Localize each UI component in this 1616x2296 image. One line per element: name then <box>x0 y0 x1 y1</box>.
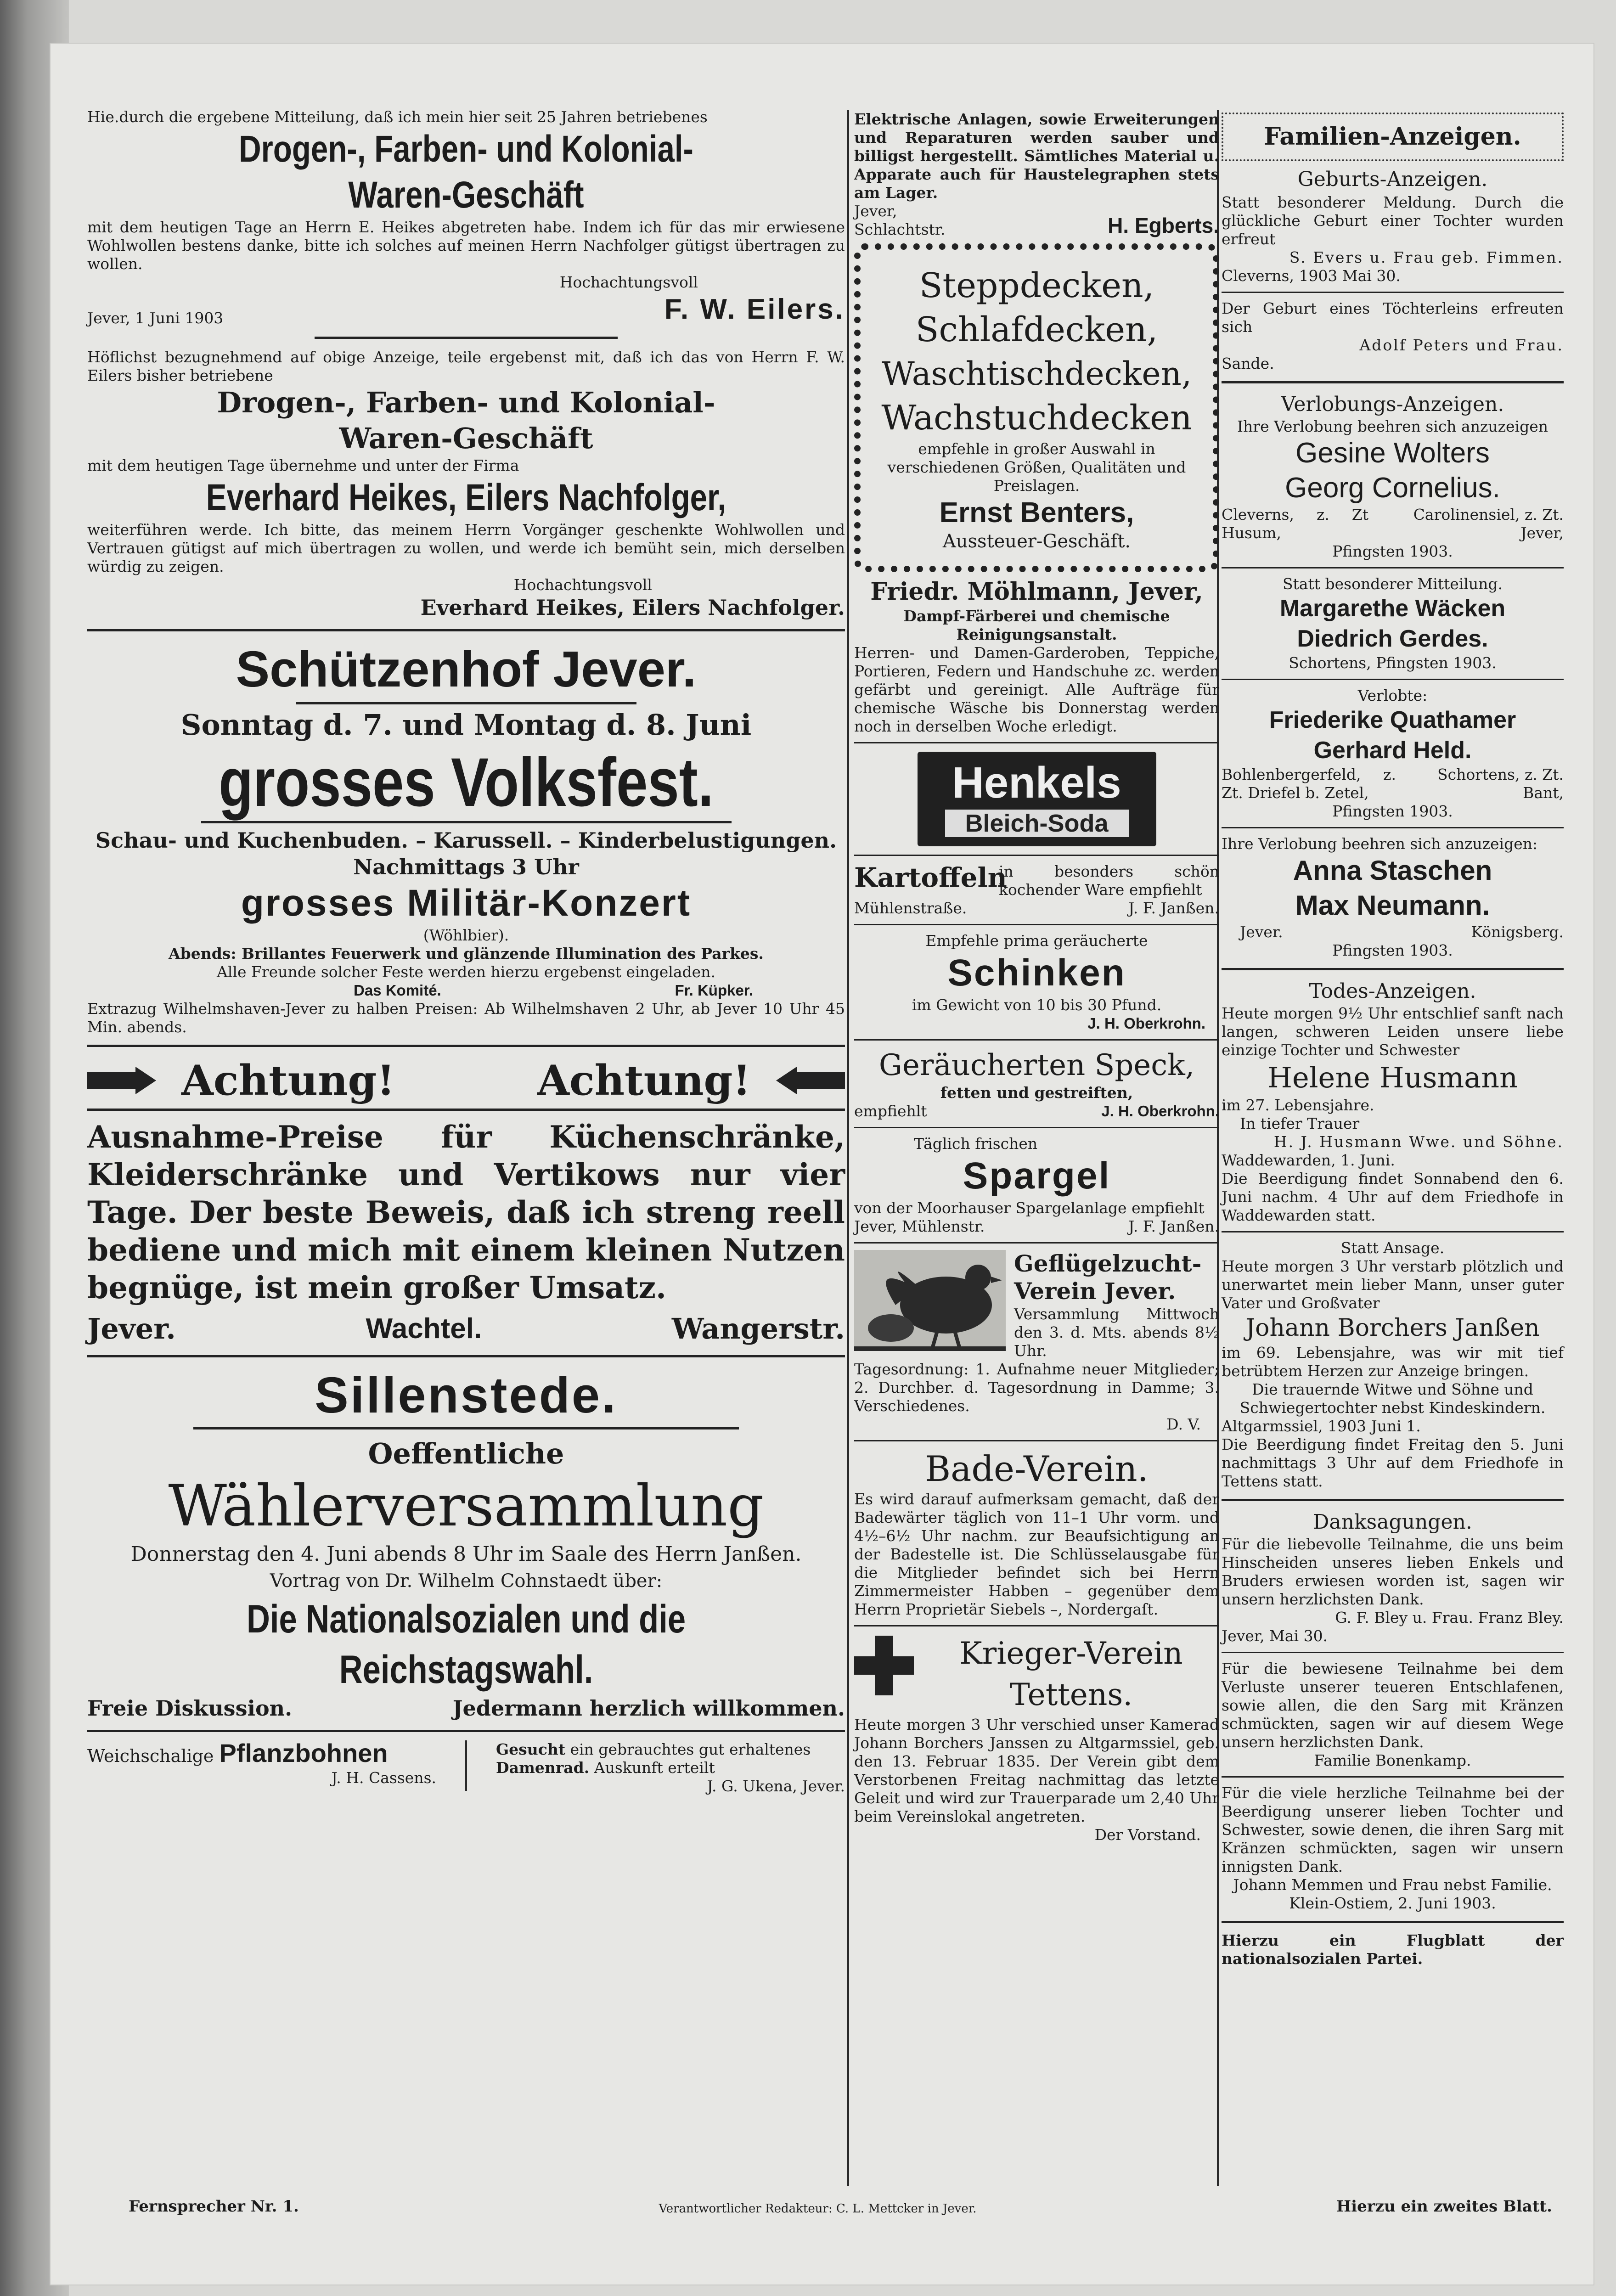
schuetzenhof-extrazug: Extrazug Wilhelmshaven-Jever zu halben Preisen: Ab Wilhelmshaven 2 Uhr, ab Jever 10 Uhr 45 Min. abends. <box>87 1000 845 1036</box>
tod2-family: Die trauernde Witwe und Söhne und Schwiegertochter nebst Kindeskindern. <box>1239 1380 1546 1417</box>
eilers-intro: Hie.durch die ergebene Mitteilung, daß ich mein hier seit 25 Jahren betriebenes <box>87 108 708 126</box>
heikes-body-1: Höflichst bezugnehmend auf obige Anzeige, teile ergebenst mit, daß ich das von Herrn F. W. Eilers bisher betriebene <box>87 348 845 384</box>
eilers-date: Jever, 1 Juni 1903 <box>87 309 224 327</box>
damenrad-pre: Gesucht <box>496 1740 566 1758</box>
heikes-greet: Hochachtungsvoll <box>513 576 652 594</box>
krieger-text: Heute morgen 3 Uhr verschied unser Kamerad Johann Borchers Janssen zu Altgarmssiel, geb. den 13. Februar 1835. Der Verein gibt dem Verstorbenen Freitag nachmittag das letzte Geleit und wird zur Trauerparade um 2,40 Uhr beim Vereinslokal angetreten. <box>854 1716 1219 1825</box>
tod1-text: Heute morgen 9½ Uhr entschlief sanft nach langen, schweren Leiden unsere liebe einzige Tochter und Schwester <box>1222 1004 1564 1059</box>
verl3-place-2: Schortens, z. Zt. Bant, <box>1437 765 1564 802</box>
schuetzenhof-volksfest: grosses Volksfest. <box>219 743 714 821</box>
benters-item-2: Schlafdecken, <box>915 310 1158 349</box>
kartoffeln-name: J. F. Janßen. <box>1128 899 1219 917</box>
dank3-date: Klein-Ostiem, 2. Juni 1903. <box>1289 1894 1496 1912</box>
geburt2-place: Sande. <box>1222 355 1274 372</box>
schinken-pre: Empfehle prima geräucherte <box>925 932 1148 950</box>
henkels-sub: Bleich-Soda <box>945 810 1129 837</box>
spargel-text: von der Moorhauser Spargelanlage empfiehlt <box>854 1199 1205 1217</box>
pointing-hand-icon <box>87 1067 156 1094</box>
divider <box>1222 1652 1564 1653</box>
divider <box>87 1045 845 1047</box>
familien-header <box>1222 113 1564 161</box>
ad-badeverein <box>854 1448 1219 1619</box>
eilers-greet: Hochachtungsvoll <box>559 273 698 291</box>
bohnen-seller: J. H. Cassens. <box>331 1769 436 1787</box>
kartoffeln-street: Mühlenstraße. <box>854 899 967 917</box>
column-middle <box>854 110 1219 1844</box>
geburts-text: Statt besonderer Meldung. Durch die glückliche Geburt einer Tochter wurden erfreut <box>1222 193 1564 248</box>
schinken-weight: im Gewicht von 10 bis 30 Pfund. <box>912 996 1162 1014</box>
damenrad-name: Damenrad. <box>496 1759 590 1777</box>
geburt2-text: Der Geburt eines Töchterleins erfreuten sich <box>1222 299 1564 336</box>
schuetzenhof-title: Schützenhof Jever. <box>236 641 697 698</box>
damenrad-by: J. G. Ukena, Jever. <box>707 1777 845 1795</box>
divider <box>1222 1499 1564 1501</box>
heikes-body-2: mit dem heutigen Tage übernehme und unter der Firma <box>87 456 519 474</box>
bade-text: Es wird darauf aufmerksam gemacht, daß der Badewärter täglich von 11–1 Uhr vorm. und 4½–6½ Uhr nachm. zur Beaufsichtigung an der Badestelle ist. Die Schlüsselausgabe für die Mitglieder befindet sich bei Herrn Zimmermeister Habben – gegenüber dem Herrn Proprietär Siebels –, Nordergaſt. <box>854 1490 1219 1618</box>
gefluegel-title: Geflügelzucht-Verein Jever. <box>1014 1250 1202 1305</box>
flugblatt-note: Hierzu ein Flugblatt der nationalsozialen Partei. <box>1222 1931 1564 1968</box>
ad-pflanzbohnen <box>87 1740 436 1787</box>
dank3-text: Für die viele herzliche Teilnahme bei der Beerdigung unserer lieben Tochter und Schwester, sowie denen, die ihren Sarg mit Kränzen schmückten, sagen wir unsern innigsten Dank. <box>1222 1784 1564 1875</box>
verl3-name-1: Friederike Quathamer <box>1269 707 1516 733</box>
ad-moehlmann <box>854 577 1219 736</box>
divider <box>854 1440 1219 1441</box>
spargel-place: Jever, Mühlenstr. <box>854 1217 985 1235</box>
divider <box>854 1242 1219 1244</box>
tod1-age: im 27. Lebensjahre. <box>1222 1096 1374 1114</box>
column-divider <box>847 110 849 2186</box>
geburt2-names: Adolf Peters und Frau. <box>1359 336 1564 354</box>
heikes-firm: Everhard Heikes, Eilers Nachfolger, <box>206 477 726 518</box>
ad-waehlerversammlung <box>87 1366 845 1722</box>
divider <box>1222 968 1564 970</box>
ad-speck <box>854 1047 1219 1120</box>
ad-spargel <box>854 1135 1219 1236</box>
schinken-title: Schinken <box>947 952 1126 994</box>
redakteur: Verantwortlicher Redakteur: C. L. Mettcker in Jever. <box>659 2202 977 2216</box>
tod1-family: H. J. Husmann Wwe. und Söhne. <box>1273 1133 1564 1151</box>
speck-title: Geräucherten Speck, <box>878 1048 1195 1082</box>
oeffentliche: Oeffentliche <box>368 1437 564 1470</box>
schuetzenhof-dates: Sonntag d. 7. und Montag d. 8. Juni <box>180 708 752 742</box>
heikes-signature: Everhard Heikes, Eilers Nachfolger. <box>420 595 845 620</box>
dank3-family: Johann Memmen und Frau nebst Familie. <box>1233 1876 1552 1894</box>
benters-text: empfehle in großer Auswahl in verschiedenen Größen, Qualitäten und Preislagen. <box>887 440 1186 495</box>
benters-sub: Aussteuer-Geschäft. <box>942 531 1131 552</box>
damenrad-text: ein gebrauchtes gut erhaltenes <box>570 1740 811 1758</box>
tod2-name: Johann Borchers Janßen <box>1245 1314 1540 1342</box>
divider <box>465 1740 467 1791</box>
divider <box>854 924 1219 925</box>
egberts-place: Jever, Schlachtstr. <box>854 202 946 238</box>
ad-eilers <box>87 108 845 327</box>
todes-title: Todes-Anzeigen. <box>1309 979 1476 1003</box>
small-ads-row <box>87 1740 845 1795</box>
eilers-body: mit dem heutigen Tage an Herrn E. Heikes abgetreten habe. Indem ich für das mir erwiesene Wohlwollen bestens danke, bitte ich solches auf meinen Herrn Nachfolger gütigst übertragen zu wollen. <box>87 218 845 273</box>
ad-benters <box>854 243 1219 572</box>
zweites-blatt: Hierzu ein zweites Blatt. <box>1336 2197 1552 2216</box>
tod1-trauer: In tiefer Trauer <box>1240 1114 1360 1132</box>
verl1-name-2: Georg Cornelius. <box>1285 472 1500 504</box>
verl2-text: Statt besonderer Mitteilung. <box>1282 575 1503 593</box>
poultry-illustration-icon <box>854 1250 1006 1351</box>
krieger-title: Krieger-Verein Tettens. <box>959 1636 1183 1712</box>
waehler-topic: Die Nationalsozialen und die Reichstagswahl. <box>246 1597 686 1692</box>
schinken-name: J. H. Oberkrohn. <box>1087 1015 1205 1032</box>
divider <box>87 1730 845 1732</box>
divider <box>315 337 618 339</box>
verl4-name-1: Anna Staschen <box>1293 855 1492 886</box>
familien-title: Familien-Anzeigen. <box>1264 123 1521 151</box>
divider <box>854 1127 1219 1128</box>
kartoffeln-text: in besonders schön kochender Ware empfiehlt <box>999 862 1219 899</box>
divider <box>87 1109 845 1111</box>
eilers-title-1: Drogen-, Farben- und Kolonial- <box>239 128 693 170</box>
ad-kriegerverein <box>854 1633 1219 1844</box>
fernsprecher: Fernsprecher Nr. 1. <box>129 2197 299 2216</box>
spargel-title: Spargel <box>963 1155 1111 1197</box>
dank1-text: Für die liebevolle Teilnahme, die uns beim Hinscheiden unseres lieben Enkels und Bruders erwiesen worden ist, sagen wir unsern herzlichsten Dank. <box>1222 1535 1564 1608</box>
divider <box>854 855 1219 856</box>
divider <box>201 821 732 823</box>
schuetzenhof-kuepker: Fr. Küpker. <box>675 982 753 999</box>
waehler-willkommen: Jedermann herzlich willkommen. <box>452 1696 845 1721</box>
moehlmann-body: Herren- und Damen-Garderoben, Teppiche, Portieren, Federn und Handschuhe zc. werden gefärbt und gereinigt. Alle Aufträge für chemische Wäsche bis Donnerstag werden noch in derselben Woche erledigt. <box>854 644 1219 735</box>
verl2-name-1: Margarethe Wäcken <box>1279 595 1506 622</box>
iron-cross-icon <box>854 1636 914 1695</box>
pointing-hand-icon <box>776 1067 845 1094</box>
eilers-signature: F. W. Eilers. <box>664 293 845 325</box>
verl2-name-2: Diedrich Gerdes. <box>1297 625 1488 652</box>
damenrad-info: Auskunft erteilt <box>594 1759 715 1777</box>
tod2-burial: Die Beerdigung findet Freitag den 5. Juni nachmittags 3 Uhr auf dem Friedhofe in Tettens statt. <box>1222 1435 1564 1490</box>
heikes-title-2: Waren-Geschäft <box>339 422 593 455</box>
verl3-place-1: Bohlenbergerfeld, z. Zt. Driefel b. Zetel, <box>1222 765 1396 802</box>
wachtel-name: Wachtel. <box>366 1313 482 1345</box>
tod1-date: Waddewarden, 1. Juni. <box>1222 1151 1395 1169</box>
verl1-name-1: Gesine Wolters <box>1295 437 1490 469</box>
divider <box>1222 679 1564 680</box>
verl4-name-2: Max Neumann. <box>1295 890 1490 921</box>
eilers-title-2: Waren-Geschäft <box>348 174 584 216</box>
dank1-date: Jever, Mai 30. <box>1222 1627 1328 1645</box>
heikes-body-3: weiterführen werde. Ich bitte, das meinem Herrn Vorgänger geschenkte Wohlwollen und Vertrauen gütigst auf mich übertragen zu wollen, und werde ich bemüht sein, mich derselben würdig zu zeigen. <box>87 521 845 575</box>
divider <box>296 702 637 704</box>
dank2-family: Familie Bonenkamp. <box>1314 1751 1471 1769</box>
geburts-date: Cleverns, 1903 Mai 30. <box>1222 267 1401 285</box>
geburts-names: S. Evers u. Frau geb. Fimmen. <box>1289 248 1564 266</box>
tod2-text: Heute morgen 3 Uhr verstarb plötzlich und unerwartet mein lieber Mann, unser guter Vater und Großvater <box>1222 1257 1564 1312</box>
ad-wachtel <box>87 1055 845 1347</box>
tod2-age: im 69. Lebensjahre, was wir mit tief betrübtem Herzen zur Anzeige bringen. <box>1222 1344 1564 1380</box>
schuetzenhof-woehlbier: (Wöhlbier). <box>423 926 509 944</box>
schuetzenhof-abends: Abends: Brillantes Feuerwerk und glänzende Illumination des Parkes. <box>169 945 764 962</box>
ad-kartoffeln <box>854 862 1219 917</box>
schuetzenhof-nachmittags: Nachmittags 3 Uhr <box>353 855 579 879</box>
wachtel-jever: Jever. <box>87 1312 176 1345</box>
verl3-date: Pfingsten 1903. <box>1332 802 1453 820</box>
verl3-text: Verlobte: <box>1357 687 1428 704</box>
divider <box>1222 1231 1564 1232</box>
schuetzenhof-buden: Schau- und Kuchenbuden. – Karussell. – Kinderbelustigungen. <box>95 828 837 853</box>
ad-gefluegelzucht <box>854 1250 1219 1434</box>
ad-henkels <box>918 752 1156 846</box>
verl4-place-1: Jever. <box>1240 923 1283 941</box>
column-left <box>87 108 845 1795</box>
gefluegel-sign: D. V. <box>1166 1415 1201 1433</box>
benters-item-1: Steppdecken, <box>919 266 1154 305</box>
geburts-title: Geburts-Anzeigen. <box>1297 168 1488 191</box>
schuetzenhof-freunde: Alle Freunde solcher Feste werden hierzu ergebenst eingeladen. <box>217 963 715 981</box>
ad-schuetzenhof <box>87 640 845 1036</box>
ad-egberts <box>854 110 1219 239</box>
divider <box>87 1355 845 1357</box>
dank2-text: Für die bewiesene Teilnahme bei dem Verluste unserer teueren Entschlafenen, sowie allen, die den Sarg mit Kränzen schmückten, sagen wir auf diesem Wege unsern herzlichsten Dank. <box>1222 1660 1564 1751</box>
tod2-date: Altgarmssiel, 1903 Juni 1. <box>1222 1417 1421 1435</box>
moehlmann-title: Friedr. Möhlmann, Jever, <box>870 578 1203 606</box>
divider <box>854 1039 1219 1041</box>
spargel-name: J. F. Janßen. <box>1128 1217 1219 1235</box>
waehler-vortrag: Vortrag von Dr. Wilhelm Cohnstaedt über: <box>270 1570 663 1592</box>
dank1-names: G. F. Bley u. Frau. Franz Bley. <box>1335 1609 1564 1626</box>
gefluegel-text: Versammlung Mittwoch den 3. d. Mts. abends 8½ Uhr. <box>1014 1305 1219 1360</box>
egberts-name: H. Egberts. <box>1108 214 1219 237</box>
divider <box>1222 1776 1564 1778</box>
speck-empfiehlt: empfiehlt <box>854 1102 927 1120</box>
speck-text: fetten und gestreiften, <box>940 1084 1133 1102</box>
bohnen-name: Pflanzbohnen <box>219 1739 388 1767</box>
divider <box>1222 381 1564 383</box>
verl1-place-1: Cleverns, z. Zt Husum, <box>1222 506 1368 542</box>
wachtel-body: Ausnahme-Preise für Küchenschränke, Kleiderschränke und Vertikows nur vier Tage. Der beste Beweis, daß ich streng reell bediene und mich mit einem kleinen Nutzen begnüge, ist mein großer Umsatz. <box>87 1119 845 1306</box>
tod2-statt: Statt Ansage. <box>1340 1239 1445 1257</box>
gefluegel-tagesordnung: Tagesordnung: 1. Aufnahme neuer Mitglieder; 2. Durchber. d. Tagesordnung in Damme; 3. Verschiedenes. <box>854 1360 1219 1415</box>
wachtel-street: Wangerstr. <box>671 1312 845 1345</box>
speck-name: J. H. Oberkrohn. <box>1101 1103 1219 1120</box>
benters-item-4: Wachstuchdecken <box>881 398 1192 438</box>
tod1-burial: Die Beerdigung findet Sonnabend den 6. Juni nachm. 4 Uhr auf dem Friedhofe in Waddewarden statt. <box>1222 1170 1564 1224</box>
column-right <box>1222 113 1564 1968</box>
divider <box>1222 567 1564 568</box>
schuetzenhof-komitee: Das Komité. <box>354 982 441 999</box>
divider <box>193 1427 739 1429</box>
verl1-date: Pfingsten 1903. <box>1332 542 1453 560</box>
verl2-place: Schortens, Pfingsten 1903. <box>1289 654 1497 672</box>
benters-item-3: Waschtischdecken, <box>881 355 1192 393</box>
divider <box>854 742 1219 743</box>
verl4-date: Pfingsten 1903. <box>1332 941 1453 959</box>
henkels-name: Henkels <box>952 758 1121 807</box>
krieger-sign: Der Vorstand. <box>1094 1826 1201 1844</box>
verl3-name-2: Gerhard Held. <box>1313 737 1472 764</box>
spargel-pre: Täglich frischen <box>914 1135 1038 1153</box>
ad-schinken <box>854 932 1219 1033</box>
divider <box>87 629 845 631</box>
benters-name: Ernst Benters, <box>939 497 1134 529</box>
waehler-frei: Freie Diskussion. <box>87 1696 293 1721</box>
waehler-when: Donnerstag den 4. Juni abends 8 Uhr im Saale des Herrn Janßen. <box>130 1542 802 1566</box>
egberts-text: Elektrische Anlagen, sowie Erweiterungen und Reparaturen werden sauber und billigst hergestellt. Sämtliches Material u. Apparate auch für Haustelegraphen stets am Lager. <box>854 110 1219 202</box>
bohnen-pre: Weichschalige <box>87 1746 214 1766</box>
moehlmann-sub: Dampf-Färberei und chemische Reinigungsanstalt. <box>903 607 1170 643</box>
bade-title: Bade-Verein. <box>925 1448 1149 1489</box>
divider <box>1222 292 1564 293</box>
verl1-place-2: Carolinensiel, z. Zt. Jever, <box>1413 506 1564 542</box>
heikes-title-1: Drogen-, Farben- und Kolonial- <box>217 386 715 419</box>
verl4-place-2: Königsberg. <box>1471 923 1564 941</box>
achtung-right: Achtung! <box>537 1056 751 1105</box>
ad-damenrad <box>496 1740 845 1795</box>
verlobungs-title: Verlobungs-Anzeigen. <box>1281 393 1504 416</box>
ad-heikes <box>87 348 845 621</box>
achtung-left: Achtung! <box>181 1056 395 1105</box>
schuetzenhof-konzert: grosses Militär-Konzert <box>241 882 692 924</box>
waehlerversammlung-title: Wählerversammlung <box>168 1473 764 1539</box>
divider <box>1222 1921 1564 1923</box>
divider <box>1222 827 1564 828</box>
sillenstede-title: Sillenstede. <box>315 1367 618 1424</box>
verl1-text: Ihre Verlobung beehren sich anzuzeigen <box>1237 417 1548 435</box>
verl4-text: Ihre Verlobung beehren sich anzuzeigen: <box>1222 835 1538 853</box>
kartoffeln-title: Kartoffeln <box>854 862 1007 893</box>
divider <box>854 1625 1219 1626</box>
tod1-name: Helene Husmann <box>1267 1061 1518 1094</box>
dank-title: Danksagungen. <box>1313 1510 1472 1534</box>
page-footer <box>129 2197 1552 2216</box>
